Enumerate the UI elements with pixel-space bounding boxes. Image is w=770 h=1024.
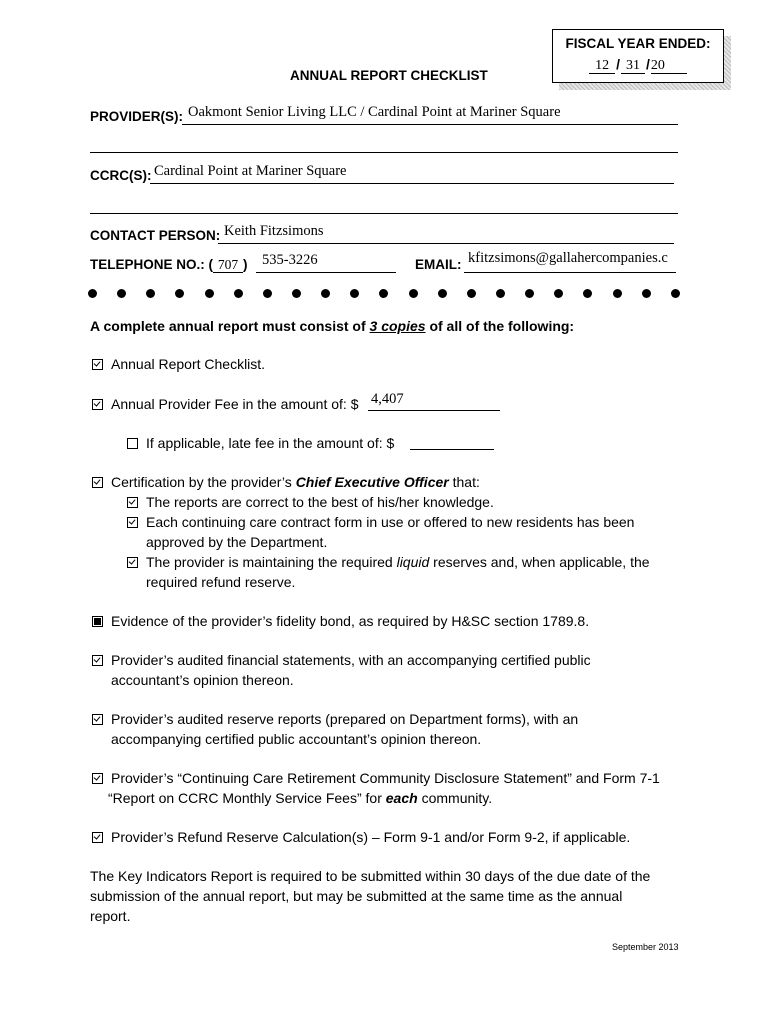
divider-dot [350, 289, 359, 298]
telephone-area-code[interactable]: 707 [213, 257, 243, 273]
refund-reserve-checkbox[interactable] [92, 832, 103, 843]
divider-dot [583, 289, 592, 298]
reserves-emphasis: liquid [396, 554, 430, 570]
email-underline [464, 272, 676, 273]
reserves-after: reserves and, when applicable, the [429, 554, 650, 570]
item-late-fee-label: If applicable, late fee in the amount of: $ [146, 435, 395, 451]
provider-fee-field[interactable]: 4,407 [371, 391, 404, 407]
fiscal-year-label: FISCAL YEAR ENDED: [565, 36, 711, 51]
provider-fee-checkbox[interactable] [92, 399, 103, 410]
audited-statements-checkbox[interactable] [92, 655, 103, 666]
telephone-close-paren: ) [243, 257, 248, 272]
divider-dot [642, 289, 651, 298]
cert-sub-contract-line1: Each continuing care contract form in use or offered to new residents has been [146, 514, 635, 530]
intro-emphasis: 3 copies [369, 318, 426, 334]
ccrcs-underline [150, 183, 674, 184]
cert-reserves-checkbox[interactable] [127, 557, 138, 568]
divider-dot [671, 289, 680, 298]
fiscal-month[interactable]: 12 [589, 58, 615, 74]
cert-sub-reserves-line1 [146, 552, 650, 572]
fidelity-bond-checkbox[interactable] [92, 616, 103, 627]
divider-dot [117, 289, 126, 298]
footer-date: September 2013 [612, 942, 679, 952]
item-checklist: Annual Report Checklist. [111, 356, 266, 372]
divider-dot [292, 289, 301, 298]
date-separator: / [616, 56, 620, 72]
providers-continuation-line [90, 152, 678, 153]
key-indicators-line3: report. [90, 908, 131, 924]
divider-dot [467, 289, 476, 298]
checklist-checkbox[interactable] [92, 359, 103, 370]
fiscal-year[interactable]: 20 [651, 58, 687, 74]
disclosure-after: community. [417, 790, 493, 806]
divider-dot [554, 289, 563, 298]
fiscal-year-date [553, 56, 723, 74]
key-indicators-line2: submission of the annual report, but may be submitted at the same time as the annual [90, 888, 623, 904]
divider-dot [175, 289, 184, 298]
providers-label: PROVIDER(S): [90, 109, 184, 124]
contact-label: CONTACT PERSON: [90, 228, 221, 243]
late-fee-checkbox[interactable] [127, 438, 138, 449]
page-title: ANNUAL REPORT CHECKLIST [290, 68, 488, 83]
item-disclosure-line2 [108, 788, 492, 808]
divider-dot [205, 289, 214, 298]
divider-dot [88, 289, 97, 298]
item-fidelity-bond: Evidence of the provider’s fidelity bond, as required by H&SC section 1789.8. [111, 613, 590, 629]
reserve-reports-checkbox[interactable] [92, 714, 103, 725]
email-label: EMAIL: [415, 257, 462, 272]
contact-underline [218, 243, 674, 244]
item-audited-statements-line1: Provider’s audited financial statements, with an accompanying certified public [111, 652, 591, 668]
date-separator: / [646, 56, 650, 72]
divider-dot [263, 289, 272, 298]
telephone-underline [256, 272, 396, 273]
ccrcs-field[interactable]: Cardinal Point at Mariner Square [154, 163, 347, 179]
cert-sub-correct: The reports are correct to the best of his/her knowledge. [146, 494, 494, 510]
disclosure-emphasis: each [385, 790, 418, 806]
divider-dot [438, 289, 447, 298]
divider-dot [496, 289, 505, 298]
certification-before: Certification by the provider’s [111, 474, 296, 490]
cert-correct-checkbox[interactable] [127, 497, 138, 508]
item-reserve-reports-line2: accompanying certified public accountant’s opinion thereon. [111, 731, 482, 747]
cert-sub-reserves-line2: required refund reserve. [146, 574, 296, 590]
item-audited-statements-line2: accountant’s opinion thereon. [111, 672, 294, 688]
divider-dot [234, 289, 243, 298]
key-indicators-line1: The Key Indicators Report is required to be submitted within 30 days of the due date of the [90, 868, 651, 884]
divider-dot [409, 289, 418, 298]
contact-person-field[interactable]: Keith Fitzsimons [224, 223, 324, 239]
intro-statement [90, 316, 574, 336]
intro-after: of all of the following: [425, 318, 575, 334]
certification-emphasis: Chief Executive Officer [295, 474, 449, 490]
late-fee-underline[interactable] [410, 449, 494, 450]
disclosure-checkbox[interactable] [92, 773, 103, 784]
telephone-label [90, 257, 248, 273]
telephone-number-field[interactable]: 535-3226 [262, 252, 318, 268]
item-provider-fee-label: Annual Provider Fee in the amount of: $ [111, 396, 359, 412]
divider-dot [321, 289, 330, 298]
fiscal-day[interactable]: 31 [621, 58, 645, 74]
providers-field[interactable]: Oakmont Senior Living LLC / Cardinal Point at Mariner Square [188, 104, 561, 120]
reserves-before: The provider is maintaining the required [146, 554, 397, 570]
cert-sub-contract-line2: approved by the Department. [146, 534, 328, 550]
fiscal-year-box [552, 29, 724, 83]
dot-divider [88, 286, 680, 300]
telephone-label-text: TELEPHONE NO.: ( [90, 257, 214, 272]
divider-dot [525, 289, 534, 298]
email-field[interactable]: kfitzsimons@gallahercompanies.c [468, 250, 668, 266]
intro-before: A complete annual report must consist of [90, 318, 370, 334]
certification-after: that: [448, 474, 480, 490]
item-reserve-reports-line1: Provider’s audited reserve reports (prepared on Department forms), with an [111, 711, 579, 727]
divider-dot [613, 289, 622, 298]
item-certification [111, 472, 480, 492]
certification-checkbox[interactable] [92, 477, 103, 488]
item-disclosure-line1: Provider’s “Continuing Care Retirement Community Disclosure Statement” and Form 7-1 [111, 770, 660, 786]
provider-fee-underline [368, 410, 500, 411]
providers-underline [182, 124, 678, 125]
disclosure-before: “Report on CCRC Monthly Service Fees” for [108, 790, 386, 806]
ccrcs-label: CCRC(S): [90, 168, 152, 183]
divider-dot [379, 289, 388, 298]
divider-dot [146, 289, 155, 298]
item-refund-reserve: Provider’s Refund Reserve Calculation(s) – Form 9-1 and/or Form 9-2, if applicable. [111, 829, 631, 845]
cert-contract-checkbox[interactable] [127, 517, 138, 528]
ccrcs-continuation-line [90, 213, 678, 214]
